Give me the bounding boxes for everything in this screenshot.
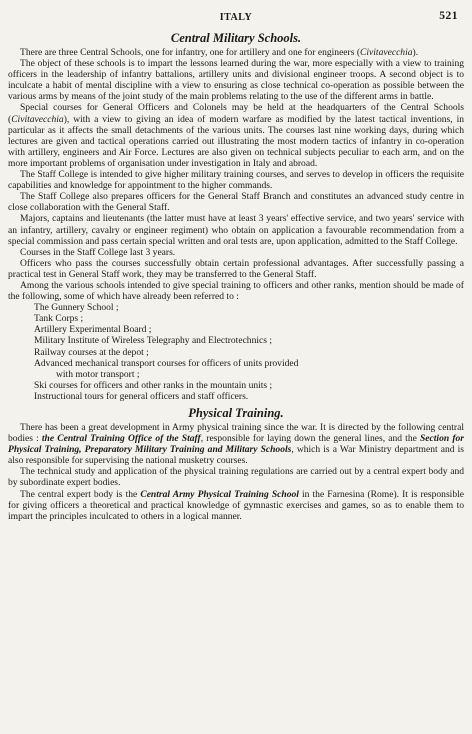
place-name-civitavecchia: Civitavecchia — [360, 47, 413, 58]
list-item: Artillery Experimental Board ; — [34, 324, 152, 336]
paragraph-staff-college: The Staff College is intended to give higher military training courses, and serves to develop in officers the requisite capabilities and knowledge for appointment to the higher commands. — [8, 169, 464, 192]
paragraph-admission: Majors, captains and lieutenants (the latter must have at least 3 years' effective service, and two years' service with an infantry, artillery, cavalry or engineer regiment) who obtain on application a favourable recommendation from a special commission and pass certain special written and oral tests are, upon application, admitted to the Staff College. — [8, 213, 464, 247]
list-item: Military Institute of Wireless Telegraphy and Electrotechnics ; — [34, 335, 272, 347]
paragraph-central-schools — [8, 47, 464, 58]
running-head — [8, 8, 464, 28]
text-span: in the Farnesina (Rome). It is responsible for giving officers a theoretical and practical knowledge of gymnastic exercises and games, so as to enable them to impart the principles inculcated to others in a logical manner. — [8, 488, 464, 522]
text-span: There has been a great development in Army physical training since the war. It is directed by the following central bodies : — [8, 422, 464, 445]
text-span: , responsible for laying down the general lines, and the — [200, 433, 420, 445]
running-head-title: ITALY — [219, 12, 253, 23]
paragraph-central-schools-text: There are three Central Schools, one for infantry, one for artillery and one for engineers (Civitavecchia). — [20, 47, 419, 58]
list-item: The Gunnery School ; — [34, 302, 119, 314]
paragraph-professional-advantages: Officers who pass the courses successfully obtain certain professional advantages. After successfully passing a practical test in General Staff work, they may be transferred to the General Staff. — [8, 257, 464, 280]
page-number: 521 — [439, 10, 458, 22]
list-item — [34, 358, 464, 380]
list-item-continuation: with motor transport ; — [56, 368, 140, 380]
text-span: The central expert body is the — [20, 488, 141, 500]
section-heading-physical-training: Physical Training. — [188, 406, 284, 420]
list-item: Tank Corps ; — [34, 313, 84, 325]
paragraph-physical-training-development — [8, 422, 464, 466]
emphasis-central-army-school: Central Army Physical Training School — [140, 488, 299, 500]
emphasis-section-physical-training: Section for Physical Training, Preparatory Military Training and Military Schools — [8, 433, 464, 456]
paragraph-course-length: Courses in the Staff College last 3 years. — [20, 246, 176, 258]
paragraph-central-expert-body — [8, 489, 464, 522]
schools-list — [8, 302, 464, 402]
list-item-text: Advanced mechanical transport courses for officers of units provided — [34, 357, 299, 369]
emphasis-central-training-office: the Central Training Office of the Staff — [41, 433, 201, 445]
place-name-civitavecchia: Civitavecchia — [11, 113, 64, 125]
list-item: Ski courses for officers and other ranks in the mountain units ; — [34, 379, 273, 391]
paragraph-technical-study: The technical study and application of the physical training regulations are carried out by a central expert body and by subordinate expert bodies. — [8, 466, 464, 489]
paragraph-special-courses: Special courses for General Officers and Colonels may be held at the headquarters of the Central Schools (Civitavecchia), with a view to giving an idea of modern warfare as modified by the latest tactical inventions, in particular as it affects the small detachments of the various units. The courses last nine working days, during which lectures are given and tactical operations carried out illustrating the most modern tactics of infantry in co-operation with artillery, engineers and Air Force. Lectures are also given on technical subjects peculiar to each arm, and on the more important problems of organisation under investigation in Italy and abroad. — [8, 102, 464, 169]
list-item: Railway courses at the depot ; — [34, 346, 149, 358]
text-span: , which is a War Ministry department and is also responsible for supervising the national musketry courses. — [8, 444, 464, 467]
section-heading-central-military-schools: Central Military Schools. — [170, 31, 302, 45]
paragraph-special-training-schools: Among the various schools intended to give special training to officers and other ranks, mention should be made of the following, some of which have already been referred to : — [8, 279, 464, 303]
paragraph-object-of-schools: The object of these schools is to impart the lessons learned during the war, more especially with a view to training officers in the leadership of infantry battalions, artillery units and divisional engineer troops. A second object is to inculcate a habit of mental discipline with a view to ensuring as close technical co-operation as possible between the various arms by means of the joint study of the main problems relating to the use of the different arms in battle. — [8, 58, 464, 103]
list-item: Instructional tours for general officers and staff officers. — [34, 390, 249, 402]
paragraph-staff-college-general-staff: The Staff College also prepares officers for the General Staff Branch and constitutes an advanced study centre in close collaboration with the General Staff. — [8, 191, 464, 214]
